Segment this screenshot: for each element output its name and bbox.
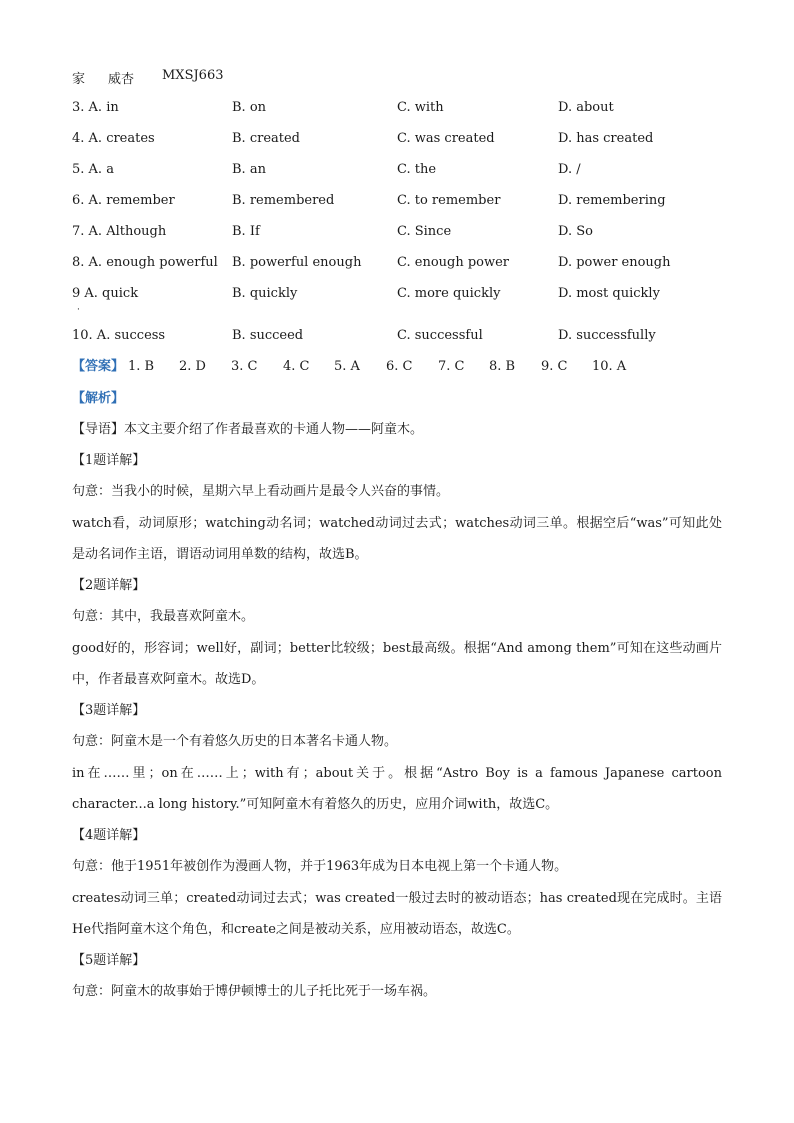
- q3-meaning: 句意：阿童木是一个有着悠久历史的日本著名卡通人物。: [72, 734, 398, 749]
- answer-item: 8. B: [489, 359, 516, 374]
- q2-meaning: 句意：其中，我最喜欢阿童木。: [72, 609, 255, 624]
- option-b: B. If: [232, 224, 260, 239]
- analysis-label: 【解析】: [72, 391, 125, 406]
- answer-item: 2. D: [179, 359, 206, 374]
- option-d: D. about: [558, 100, 614, 115]
- option-b: B. quickly: [232, 286, 298, 301]
- q4-explanation: creates动词三单；created动词过去式；was created一般过去时的被动语态；has created现在完成时。主语He代指阿童木这个角色，和create之间是被动关系，应用被动语态，故选C。: [72, 891, 722, 937]
- q3-explanation: in在……里；on在……上；with有；about关于。根据“Astro Boy is a famous Japanese cartoon character...a long history.”可知阿童木有着悠久的历史，应用介词with，故选C。: [72, 766, 722, 812]
- option-c: C. to remember: [397, 193, 501, 208]
- option-b: B. on: [232, 100, 267, 115]
- option-c: C. more quickly: [397, 286, 501, 301]
- option-a: 10. A. success: [72, 328, 166, 343]
- option-d: D. /: [558, 162, 581, 177]
- q2-explanation: good好的，形容词；well好，副词；better比较级；best最高级。根据“And among them”可知在这些动画片中，作者最喜欢阿童木。故选D。: [72, 641, 722, 687]
- option-a: 3. A. in: [72, 100, 119, 115]
- option-b: B. created: [232, 131, 300, 146]
- answer-item: 7. C: [438, 359, 465, 374]
- question-row: [72, 327, 722, 345]
- question-row: [72, 285, 722, 303]
- option-d: D. remembering: [558, 193, 666, 208]
- option-b: B. powerful enough: [232, 255, 362, 270]
- answer-label: 【答案】: [72, 359, 125, 374]
- q5-meaning: 句意：阿童木的故事始于博伊顿博士的儿子托比死于一场车祸。: [72, 984, 437, 999]
- guide-text: 【导语】本文主要介绍了作者最喜欢的卡通人物——阿童木。: [72, 422, 424, 437]
- option-c: C. was created: [397, 131, 495, 146]
- option-d: D. most quickly: [558, 286, 660, 301]
- question-row: [72, 130, 722, 148]
- question-row: [72, 99, 722, 117]
- answer-item: 3. C: [231, 359, 258, 374]
- q4-title: 【4题详解】: [72, 828, 146, 843]
- option-c: C. with: [397, 100, 444, 115]
- option-d: D. successfully: [558, 328, 656, 343]
- q1-explanation: watch看，动词原形；watching动名词；watched动词过去式；watches动词三单。根据空后“was”可知此处是动名词作主语，谓语动词用单数的结构，故选B。: [72, 516, 722, 562]
- q1-meaning: 句意：当我小的时候，星期六早上看动画片是最令人兴奋的事情。: [72, 484, 450, 499]
- header-text-b: 威杏: [108, 72, 135, 87]
- header-code: MXSJ663: [162, 68, 224, 83]
- option-a: 8. A. enough powerful: [72, 255, 218, 270]
- option-a: 6. A. remember: [72, 193, 175, 208]
- answer-item: 4. C: [283, 359, 310, 374]
- q3-title: 【3题详解】: [72, 703, 146, 718]
- question-row: [72, 192, 722, 210]
- option-d: D. So: [558, 224, 593, 239]
- option-a: 9 A. quick: [72, 286, 139, 301]
- answer-item: 1. B: [128, 359, 155, 374]
- question-row: [72, 161, 722, 179]
- answer-item: 6. C: [386, 359, 413, 374]
- question-row: [72, 254, 722, 272]
- question-row: [72, 223, 722, 241]
- option-b: B. succeed: [232, 328, 304, 343]
- option-c: C. enough power: [397, 255, 510, 270]
- answer-item: 10. A: [592, 359, 627, 374]
- answer-item: 5. A: [334, 359, 360, 374]
- option-b: B. an: [232, 162, 266, 177]
- option-d: D. power enough: [558, 255, 671, 270]
- option-c: C. Since: [397, 224, 452, 239]
- answer-row: [72, 358, 722, 376]
- q4-meaning: 句意：他于1951年被创作为漫画人物，并于1963年成为日本电视上第一个卡通人物。: [72, 859, 568, 874]
- option-a: 5. A. a: [72, 162, 114, 177]
- option-d: D. has created: [558, 131, 654, 146]
- option-c: C. the: [397, 162, 437, 177]
- answer-item: 9. C: [541, 359, 568, 374]
- q5-title: 【5题详解】: [72, 953, 146, 968]
- q1-title: 【1题详解】: [72, 453, 146, 468]
- option-b: B. remembered: [232, 193, 335, 208]
- option-a: 7. A. Although: [72, 224, 167, 239]
- option-a: 4. A. creates: [72, 131, 155, 146]
- stray-dot-mark: ·: [77, 305, 80, 315]
- header-text-a: 家: [72, 72, 86, 87]
- q2-title: 【2题详解】: [72, 578, 146, 593]
- option-c: C. successful: [397, 328, 483, 343]
